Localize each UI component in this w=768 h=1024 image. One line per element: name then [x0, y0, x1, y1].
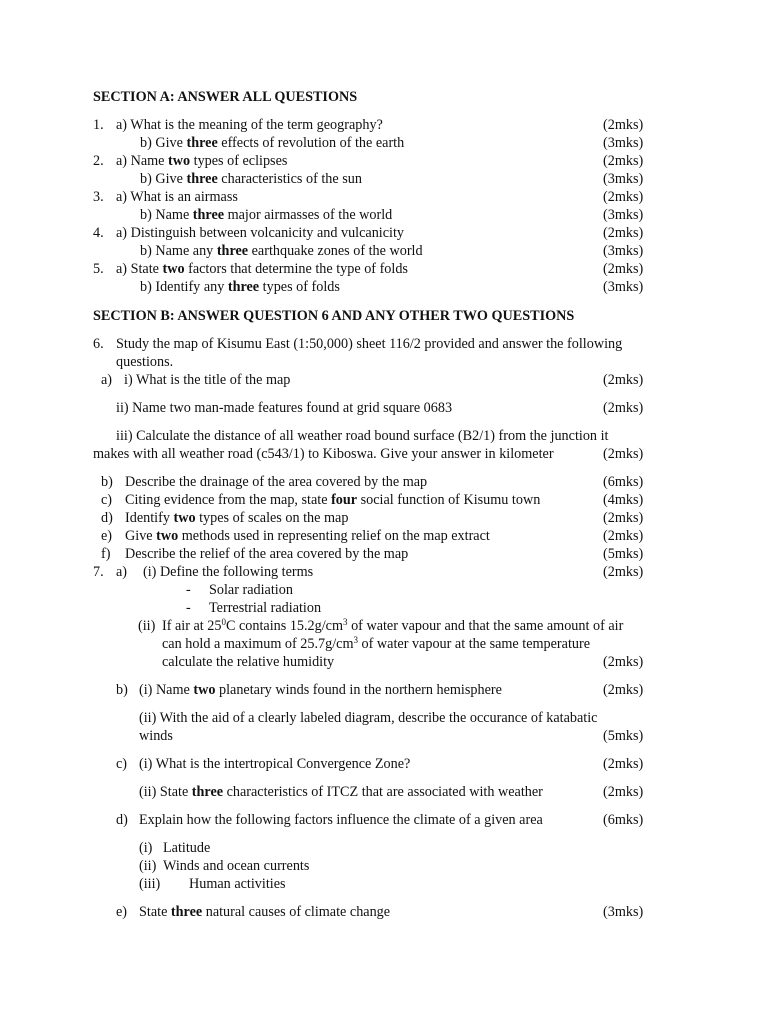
part-label: e) — [101, 528, 113, 544]
q7-c-ii: (ii) State three characteristics of ITCZ that are associated with weather — [139, 784, 543, 800]
marks: (3mks) — [603, 171, 644, 187]
question-part-b: b) Identify any three types of folds — [140, 279, 340, 295]
part-label: d) — [101, 510, 113, 526]
marks: (2mks) — [603, 510, 644, 526]
part-label: e) — [116, 904, 128, 920]
question-part-b: b) Name three major airmasses of the world — [140, 207, 393, 223]
question-part-a: a) Distinguish between volcanicity and vulcanicity — [116, 225, 405, 241]
marks: (2mks) — [603, 784, 644, 800]
part-label: a) — [101, 372, 113, 388]
list-label: (ii) — [139, 858, 157, 874]
q6-intro-line-2: questions. — [116, 354, 174, 370]
marks: (2mks) — [603, 261, 644, 277]
question-number: 4. — [93, 225, 104, 241]
q7-c-i: (i) What is the intertropical Convergence Zone? — [139, 756, 411, 772]
q6-a-i: i) What is the title of the map — [124, 372, 291, 388]
part-label: c) — [101, 492, 113, 508]
part-label: a) — [116, 564, 128, 580]
part-label: d) — [116, 812, 128, 828]
marks: (2mks) — [603, 756, 644, 772]
marks: (6mks) — [603, 474, 644, 490]
list-item: Winds and ocean currents — [163, 858, 310, 874]
marks: (4mks) — [603, 492, 644, 508]
q6-d: Identify two types of scales on the map — [125, 510, 349, 526]
bullet-dash: - — [186, 600, 191, 616]
list-label: (iii) — [139, 876, 161, 892]
q6-a-iii-line-2: makes with all weather road (c543/1) to Kiboswa. Give your answer in kilometer — [93, 446, 554, 462]
q6-intro-line-1: Study the map of Kisumu East (1:50,000) sheet 116/2 provided and answer the following — [116, 336, 623, 352]
sub-label: (ii) — [138, 618, 156, 634]
list-item: Latitude — [163, 840, 211, 856]
question-part-b: b) Give three effects of revolution of the earth — [140, 135, 405, 151]
marks: (2mks) — [603, 225, 644, 241]
bullet-dash: - — [186, 582, 191, 598]
question-number: 5. — [93, 261, 104, 277]
marks: (3mks) — [603, 243, 644, 259]
section-b-heading: SECTION B: ANSWER QUESTION 6 AND ANY OTHER TWO QUESTIONS — [93, 308, 575, 324]
marks: (3mks) — [603, 207, 644, 223]
part-label: c) — [116, 756, 128, 772]
term-terrestrial-radiation: Terrestrial radiation — [209, 600, 322, 616]
list-label: (i) — [139, 840, 153, 856]
marks: (2mks) — [603, 153, 644, 169]
marks: (2mks) — [603, 446, 644, 462]
part-label: b) — [101, 474, 113, 490]
part-label: b) — [116, 682, 128, 698]
question-part-a: a) What is an airmass — [116, 189, 238, 205]
question-part-a: a) Name two types of eclipses — [116, 153, 288, 169]
q7-b-ii-line-1: (ii) With the aid of a clearly labeled diagram, describe the occurance of katabatic — [139, 710, 598, 726]
marks: (2mks) — [603, 682, 644, 698]
question-part-a: a) State two factors that determine the type of folds — [116, 261, 408, 277]
question-number: 7. — [93, 564, 104, 580]
marks: (2mks) — [603, 372, 644, 388]
marks: (3mks) — [603, 135, 644, 151]
marks: (6mks) — [603, 812, 644, 828]
marks: (5mks) — [603, 546, 644, 562]
q6-c: Citing evidence from the map, state four social function of Kisumu town — [125, 492, 541, 508]
marks: (2mks) — [603, 528, 644, 544]
marks: (2mks) — [603, 117, 644, 133]
list-item: Human activities — [189, 876, 286, 892]
marks: (5mks) — [603, 728, 644, 744]
q7-b-ii-line-2: winds — [139, 728, 173, 744]
q7-a-ii-line-1: If air at $25^0C$ contains $15.2g/cm^3$ of water vapour and that the same amount of air — [162, 617, 624, 634]
q6-b: Describe the drainage of the area covered by the map — [125, 474, 428, 490]
question-number: 6. — [93, 336, 104, 352]
marks: (2mks) — [603, 564, 644, 580]
question-part-b: b) Name any three earthquake zones of the world — [140, 243, 423, 259]
marks: (3mks) — [603, 279, 644, 295]
question-part-a: a) What is the meaning of the term geography? — [116, 117, 383, 133]
q7-e: State three natural causes of climate change — [139, 904, 391, 920]
q7-a-ii-line-2: can hold a maximum of $25.7g/cm^3$ of water vapour at the same temperature — [162, 635, 591, 652]
q6-a-ii: ii) Name two man-made features found at grid square 0683 — [116, 400, 453, 416]
part-label: f) — [101, 546, 111, 562]
section-a-heading: SECTION A: ANSWER ALL QUESTIONS — [93, 89, 358, 105]
marks: (2mks) — [603, 400, 644, 416]
q7-a-i: (i) Define the following terms — [143, 564, 314, 580]
q7-b-i: (i) Name two planetary winds found in the northern hemisphere — [139, 682, 502, 698]
marks: (2mks) — [603, 189, 644, 205]
marks: (3mks) — [603, 904, 644, 920]
question-number: 2. — [93, 153, 104, 169]
q7-d: Explain how the following factors influence the climate of a given area — [139, 812, 543, 828]
q6-a-iii-line-1: iii) Calculate the distance of all weather road bound surface (B2/1) from the junction it — [116, 428, 609, 444]
q6-f: Describe the relief of the area covered by the map — [125, 546, 409, 562]
term-solar-radiation: Solar radiation — [209, 582, 293, 598]
question-number: 3. — [93, 189, 104, 205]
q7-a-ii-line-3: calculate the relative humidity — [162, 654, 335, 670]
question-part-b: b) Give three characteristics of the sun — [140, 171, 362, 187]
q6-e: Give two methods used in representing relief on the map extract — [125, 528, 490, 544]
marks: (2mks) — [603, 654, 644, 670]
question-number: 1. — [93, 117, 104, 133]
